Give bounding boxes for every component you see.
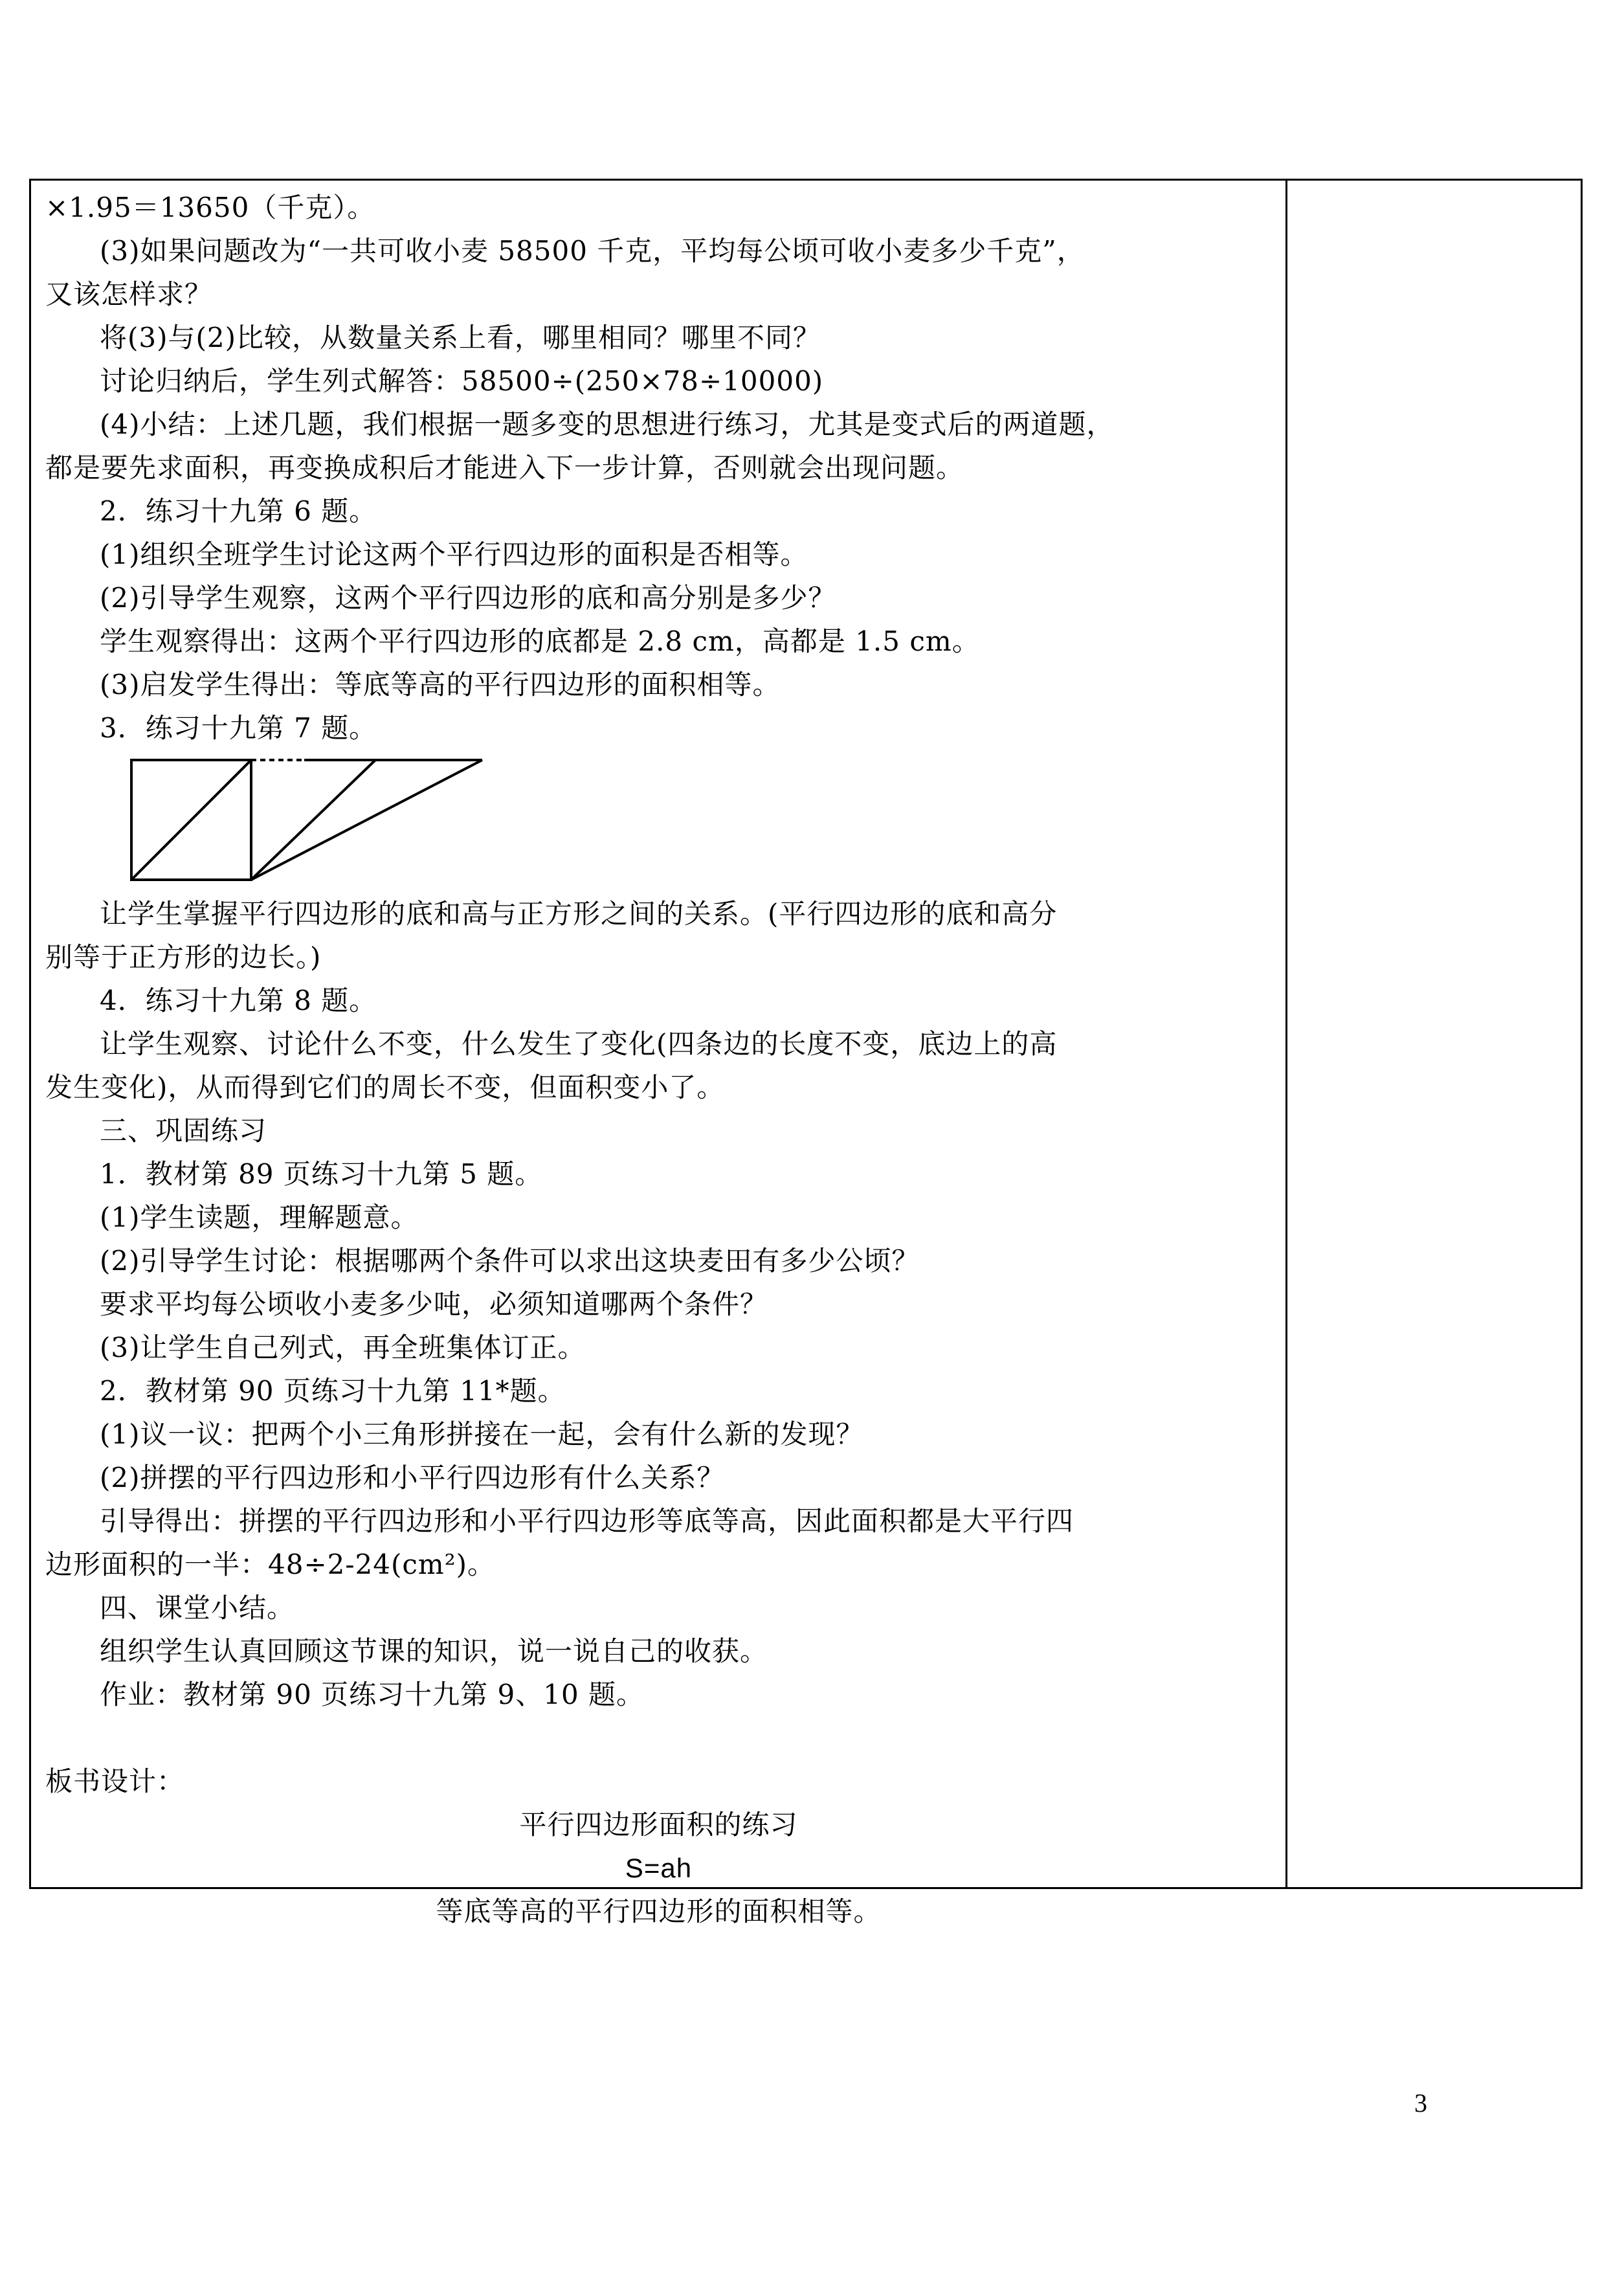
board-title: 平行四边形面积的练习 (519, 1809, 798, 1840)
text-line: ×1.95＝13650（千克）。 (45, 192, 375, 223)
text-line: 又该怎样求？ (45, 278, 213, 310)
text-line: 都是要先求面积，再变换成积后才能进入下一步计算，否则就会出现问题。 (45, 452, 964, 484)
text-line: 学生观察得出：这两个平行四边形的底都是 2.8 cm，高都是 1.5 cm。 (100, 625, 980, 657)
text-line: 边形面积的一半：48÷2-24(cm²)。 (45, 1549, 495, 1580)
text-line: (3)让学生自己列式，再全班集体订正。 (100, 1332, 586, 1363)
text-line: 要求平均每公顷收小麦多少吨，必须知道哪两个条件？ (100, 1288, 768, 1320)
text-line: 2．练习十九第 6 题。 (100, 495, 377, 527)
text-line: (2)引导学生讨论：根据哪两个条件可以求出这块麦田有多少公顷？ (100, 1245, 920, 1277)
text-line: (2)拼摆的平行四边形和小平行四边形有什么关系？ (100, 1462, 725, 1493)
text-line: 发生变化)，从而得到它们的周长不变，但面积变小了。 (45, 1071, 725, 1103)
lesson-content (45, 186, 1272, 1933)
text-line: 让学生观察、讨论什么不变，什么发生了变化(四条边的长度不变，底边上的高 (100, 1028, 1058, 1060)
text-line: 引导得出：拼摆的平行四边形和小平行四边形等底等高，因此面积都是大平行四 (100, 1505, 1074, 1537)
text-line: (1)学生读题，理解题意。 (100, 1202, 419, 1233)
text-line: (2)引导学生观察，这两个平行四边形的底和高分别是多少？ (100, 582, 836, 614)
text-line: 1．教材第 89 页练习十九第 5 题。 (100, 1158, 543, 1190)
text-line: 别等于正方形的边长。) (45, 941, 322, 973)
text-line: 3．练习十九第 7 题。 (100, 712, 377, 744)
text-line: (3)启发学生得出：等底等高的平行四边形的面积相等。 (100, 669, 781, 700)
lesson-table (29, 179, 1583, 1927)
square-parallelogram-diagram (129, 755, 492, 891)
text-line: 四、课堂小结。 (100, 1592, 295, 1624)
text-line: (1)议一议：把两个小三角形拼接在一起，会有什么新的发现？ (100, 1418, 864, 1450)
page-number: 3 (1414, 2088, 1427, 2118)
text-line: (4)小结：上述几题，我们根据一题多变的思想进行练习，尤其是变式后的两道题， (100, 408, 1115, 440)
text-line: 三、巩固练习 (100, 1115, 267, 1146)
text-line: (1)组织全班学生讨论这两个平行四边形的面积是否相等。 (100, 539, 808, 570)
text-block-bottom (45, 892, 1272, 1716)
text-line: 4．练习十九第 8 题。 (100, 985, 377, 1016)
text-line: 2．教材第 90 页练习十九第 11*题。 (100, 1375, 566, 1407)
text-block-top (45, 186, 1272, 750)
text-line: 作业：教材第 90 页练习十九第 9、10 题。 (100, 1679, 645, 1710)
column-divider (1285, 181, 1287, 1887)
figure-square-parallelogram (45, 750, 1272, 892)
board-formula: S=ah (625, 1853, 693, 1883)
text-line: 讨论归纳后，学生列式解答：58500÷(250×78÷10000) (100, 365, 824, 397)
text-line: 组织学生认真回顾这节课的知识，说一说自己的收获。 (100, 1635, 768, 1667)
text-line: 让学生掌握平行四边形的底和高与正方形之间的关系。(平行四边形的底和高分 (100, 898, 1058, 930)
text-line: 将(3)与(2)比较，从数量关系上看，哪里相同？哪里不同？ (100, 322, 821, 353)
board-conclusion: 等底等高的平行四边形的面积相等。 (436, 1896, 882, 1927)
text-line: (3)如果问题改为“一共可收小麦 58500 千克，平均每公顷可收小麦多少千克”， (100, 235, 1085, 267)
board-design-label: 板书设计： (45, 1765, 185, 1797)
